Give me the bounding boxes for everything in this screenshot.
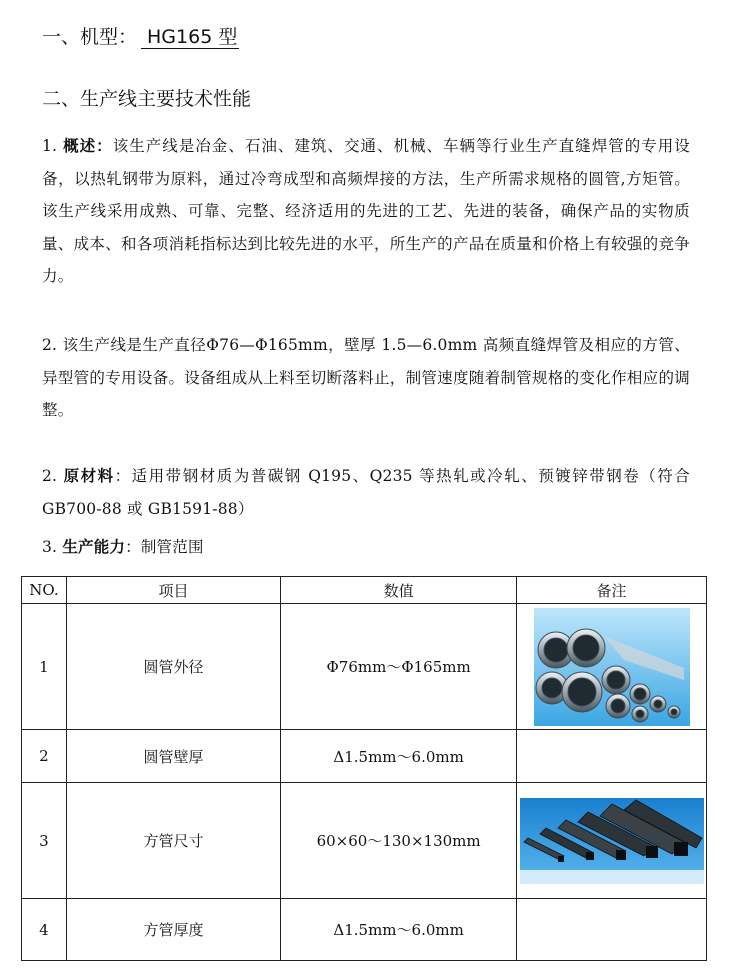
row-item: 圆管外径 (66, 604, 280, 730)
table-row (22, 899, 707, 961)
header-value: 数值 (281, 577, 517, 604)
model-value: HG165 型 (141, 26, 239, 49)
section-1-prefix: 一、机型： (42, 26, 138, 48)
capability-paragraph: 2. 该生产线是生产直径Φ76—Φ165mm，壁厚 1.5—6.0mm 高频直缝焊管及相应的方管、异型管的专用设备。设备组成从上料至切断落料止，制管速度随着制管规格的变化作相应的调整。 (42, 336, 690, 419)
table-row (22, 730, 707, 783)
overview-number: 1. (42, 137, 64, 155)
round-steel-pipes-icon (534, 608, 690, 726)
row-item: 方管厚度 (66, 899, 280, 961)
row-item: 方管尺寸 (66, 783, 280, 899)
row-note (517, 899, 707, 961)
overview-paragraph (42, 130, 690, 293)
header-note: 备注 (517, 577, 707, 604)
row-note (517, 730, 707, 783)
production-number: 3. (42, 538, 63, 556)
production-text: ：制管范围 (125, 538, 204, 556)
overview-label: 概述： (63, 137, 113, 155)
row-value: Φ76mm～Φ165mm (281, 604, 517, 730)
materials-text: ：适用带钢材质为普碳钢 Q195、Q235 等热轧或冷轧、预镀锌带钢卷（符合 GB700-88 或 GB1591-88） (42, 467, 690, 518)
row-value: Δ1.5mm～6.0mm (281, 899, 517, 961)
row-note (517, 604, 707, 730)
row-item: 圆管壁厚 (66, 730, 280, 783)
materials-number: 2. (42, 467, 64, 485)
row-value: Δ1.5mm～6.0mm (281, 730, 517, 783)
table-row (22, 783, 707, 899)
row-note (517, 783, 707, 899)
production-paragraph (42, 531, 690, 564)
section-2-heading: 二、生产线主要技术性能 (42, 88, 252, 110)
section-1-heading (42, 22, 239, 49)
table-header-row (22, 577, 707, 604)
header-item: 项目 (66, 577, 280, 604)
square-steel-tubes-icon (520, 798, 704, 884)
header-no: NO. (22, 577, 67, 604)
production-range-table (21, 576, 707, 961)
overview-text: 该生产线是冶金、石油、建筑、交通、机械、车辆等行业生产直缝焊管的专用设备，以热轧钢带为原料，通过冷弯成型和高频焊接的方法，生产所需求规格的圆管,方矩管。该生产线采用成熟、可靠、完整、经济适用的先进的工艺、先进的装备，确保产品的实物质量、成本、和各项消耗指标达到比较先进的水平，所生产的产品在质量和价格上有较强的竞争力。 (42, 137, 690, 285)
table-row (22, 604, 707, 730)
row-no: 3 (22, 783, 67, 899)
row-no: 2 (22, 730, 67, 783)
row-no: 1 (22, 604, 67, 730)
materials-paragraph (42, 460, 690, 525)
row-value: 60×60～130×130mm (281, 783, 517, 899)
materials-label: 原材料 (63, 467, 115, 485)
production-label: 生产能力 (62, 538, 126, 556)
row-no: 4 (22, 899, 67, 961)
